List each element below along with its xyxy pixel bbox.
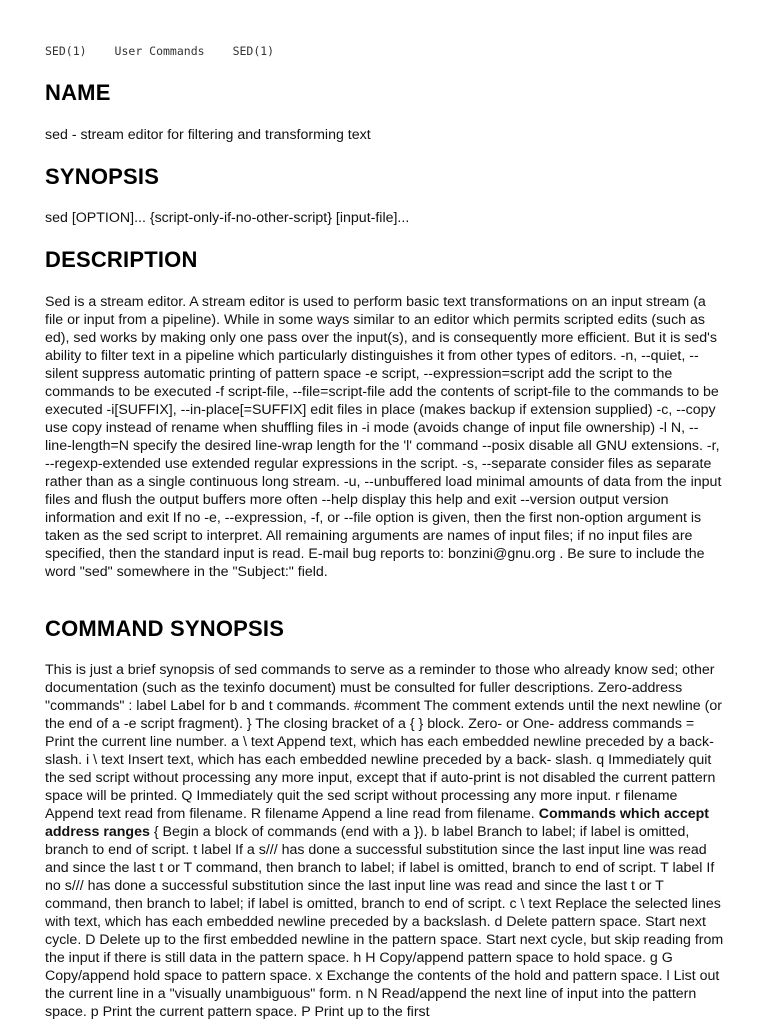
header-left: SED(1) bbox=[45, 44, 87, 58]
section-text-description: Sed is a stream editor. A stream editor is used to perform basic text transformations on an input stream (a file or input from a pipeline). While in some ways similar to an editor which permits scripted edits (such as ed), sed works by making only one pass over the input(s), and is consequently more efficient. But it is sed's ability to filter text in a pipeline which particularly distinguishes it from other types of editors. -n, --quiet, --silent suppress automatic printing of pattern space -e script, --expression=script add the script to the commands to be executed -f script-file, --file=script-file add the contents of script-file to the commands to be executed -i[SUFFIX], --in-place[=SUFFIX] edit files in place (makes backup if extension supplied) -c, --copy use copy instead of rename when shuffling files in -i mode (avoids change of input file ownership) -l N, --line-length=N specify the desired line-wrap length for the 'l' command --posix disable all GNU extensions. -r, --regexp-extended use extended regular expressions in the script. -s, --separate consider files as separate rather than as a single continuous long stream. -u, --unbuffered load minimal amounts of data from the input files and flush the output buffers more often --help display this help and exit --version output version information and exit If no -e, --expression, -f, or --file option is given, then the first non-option argument is taken as the sed script to interpret. All remaining arguments are names of input files; if no input files are specified, then the standard input is read. E-mail bug reports to: bonzini@gnu.org . Be sure to include the word "sed" somewhere in the "Subject:" field. bbox=[45, 294, 722, 580]
section-text-synopsis: sed [OPTION]... {script-only-if-no-other-script} [input-file]... bbox=[45, 210, 410, 226]
command-synopsis-text-before: This is just a brief synopsis of sed commands to serve as a reminder to those who already know sed; other documentation (such as the texinfo document) must be consulted for fuller descriptions. Zero-address "commands" : label Label for b and t commands. #comment The comment extends until the next newline (or the end of a -e script fragment). } The closing bracket of a { } block. Zero- or One- address commands = Print the current line number. a \ text Append text, which has each embedded newline preceded by a back- slash. i \ text Insert text, which has each embedded newline preceded by a back- slash. q Immediately quit the sed script without processing any more input, except that if auto-print is not disabled the current pattern space will be printed. Q Immediately quit the sed script without processing any more input. r filename Append text read from filename. R filename Append a line read from filename. bbox=[45, 662, 722, 822]
header-right: SED(1) bbox=[232, 44, 275, 58]
command-synopsis-bold-phrase: Commands which accept address ranges bbox=[45, 806, 709, 840]
command-synopsis-text-after: { Begin a block of commands (end with a }). b label Branch to label; if label is omitted, branch to end of script. t label If a s/// has done a successful substitution since the last input line was read and since the last t or T command, then branch to label; if label is omitted, branch to end of script. T label If no s/// has done a successful substitution since the last input line was read and since the last t or T command, then branch to label; if label is omitted, branch to end of script. c \ text Replace the selected lines with text, which has each embedded newline preceded by a backslash. d Delete pattern space. Start next cycle. D Delete up to the first embedded newline in the pattern space. Start next cycle, but skip reading from the input if there is still data in the pattern space. h H Copy/append pattern space to hold space. g G Copy/append hold space to pattern space. x Exchange the contents of the hold and pattern space. l List out the current line in a "visually unambiguous" form. n N Read/append the next line of input into the pattern space. p Print the current pattern space. P Print up to the first bbox=[45, 824, 724, 1020]
section-heading-command-synopsis: COMMAND SYNOPSIS bbox=[45, 616, 285, 641]
section-heading-name: NAME bbox=[45, 80, 111, 105]
header-center: User Commands bbox=[114, 44, 205, 58]
section-heading-description: DESCRIPTION bbox=[45, 247, 198, 272]
page-header bbox=[45, 44, 302, 58]
section-heading-synopsis: SYNOPSIS bbox=[45, 164, 160, 189]
section-text-command-synopsis bbox=[45, 661, 725, 1021]
section-text-name: sed - stream editor for filtering and transforming text bbox=[45, 127, 371, 143]
